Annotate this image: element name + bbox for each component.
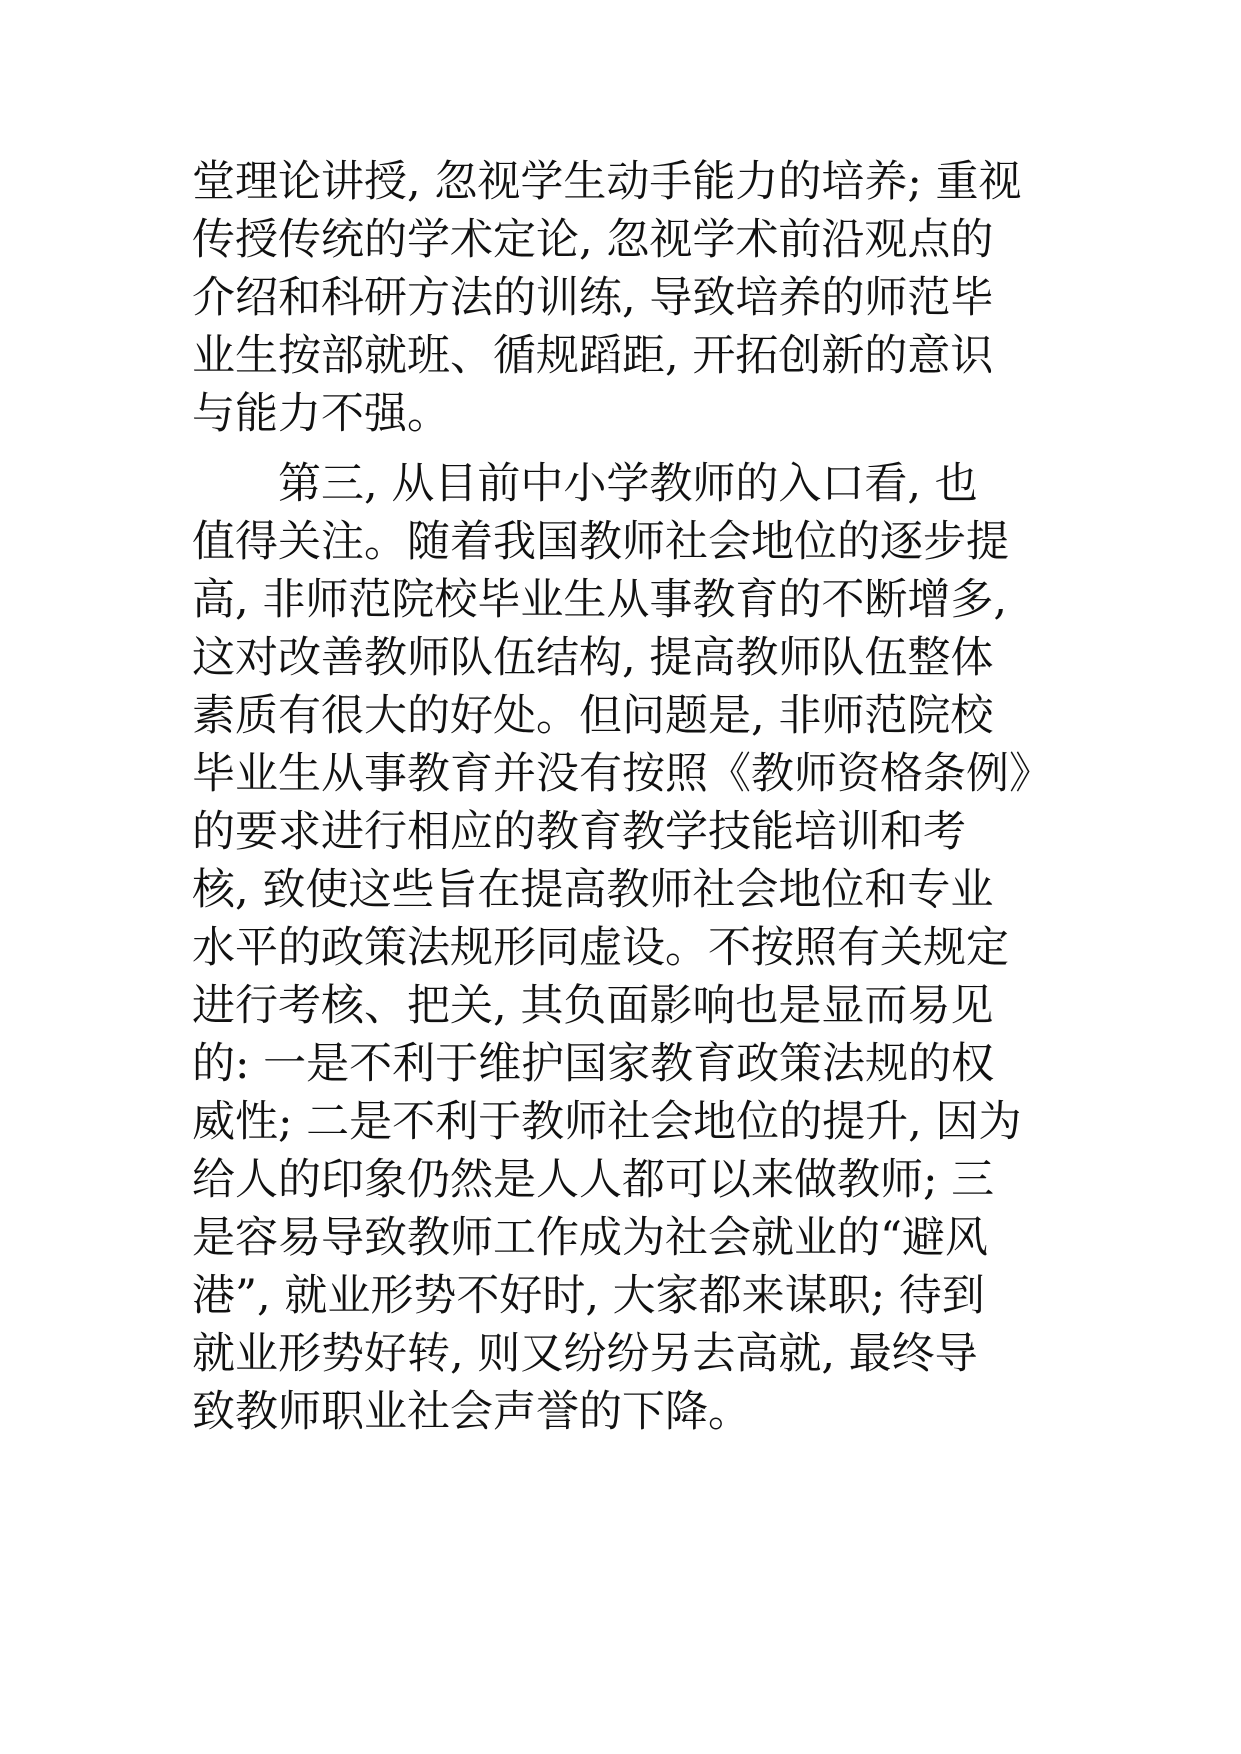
text-line: 港”, 就业形势不好时, 大家都来谋职; 待到 bbox=[192, 1271, 985, 1321]
text-line: 就业形势好转, 则又纷纷另去高就, 最终导 bbox=[192, 1329, 978, 1379]
text-line: 水平的政策法规形同虚设。不按照有关规定 bbox=[192, 923, 1009, 973]
text-line: 给人的印象仍然是人人都可以来做教师; 三 bbox=[192, 1155, 995, 1205]
text-line: 与能力不强。 bbox=[192, 389, 450, 439]
text-line: 介绍和科研方法的训练, 导致培养的师范毕 bbox=[192, 273, 994, 323]
text-line: 高, 非师范院校毕业生从事教育的不断增多, bbox=[192, 575, 1008, 625]
paragraph-2 bbox=[192, 455, 1092, 1441]
text-line: 堂理论讲授, 忽视学生动手能力的培养; 重视 bbox=[192, 157, 1022, 207]
text-line: 进行考核、把关, 其负面影响也是显而易见 bbox=[192, 981, 994, 1031]
text-line: 素质有很大的好处。但问题是, 非师范院校 bbox=[192, 691, 994, 741]
text-line: 致教师职业社会声誉的下降。 bbox=[192, 1387, 751, 1437]
text-line: 核, 致使这些旨在提高教师社会地位和专业 bbox=[192, 865, 994, 915]
text-line: 的要求进行相应的教育教学技能培训和考 bbox=[192, 807, 966, 857]
text-line: 业生按部就班、循规蹈距, 开拓创新的意识 bbox=[192, 331, 994, 381]
text-line: 是容易导致教师工作成为社会就业的“避风 bbox=[192, 1213, 988, 1263]
text-line: 传授传统的学术定论, 忽视学术前沿观点的 bbox=[192, 215, 994, 265]
text-line: 这对改善教师队伍结构, 提高教师队伍整体 bbox=[192, 633, 994, 683]
body-text bbox=[192, 153, 1092, 1441]
paragraph-1 bbox=[192, 153, 1092, 443]
text-line-indented: 第三, 从目前中小学教师的入口看, 也 bbox=[278, 459, 978, 509]
text-line: 的: 一是不利于维护国家教育政策法规的权 bbox=[192, 1039, 995, 1089]
text-line: 威性; 二是不利于教师社会地位的提升, 因为 bbox=[192, 1097, 1022, 1147]
text-line: 值得关注。随着我国教师社会地位的逐步提 bbox=[192, 517, 1009, 567]
text-line: 毕业生从事教育并没有按照《教师资格条例》 bbox=[192, 749, 1052, 799]
